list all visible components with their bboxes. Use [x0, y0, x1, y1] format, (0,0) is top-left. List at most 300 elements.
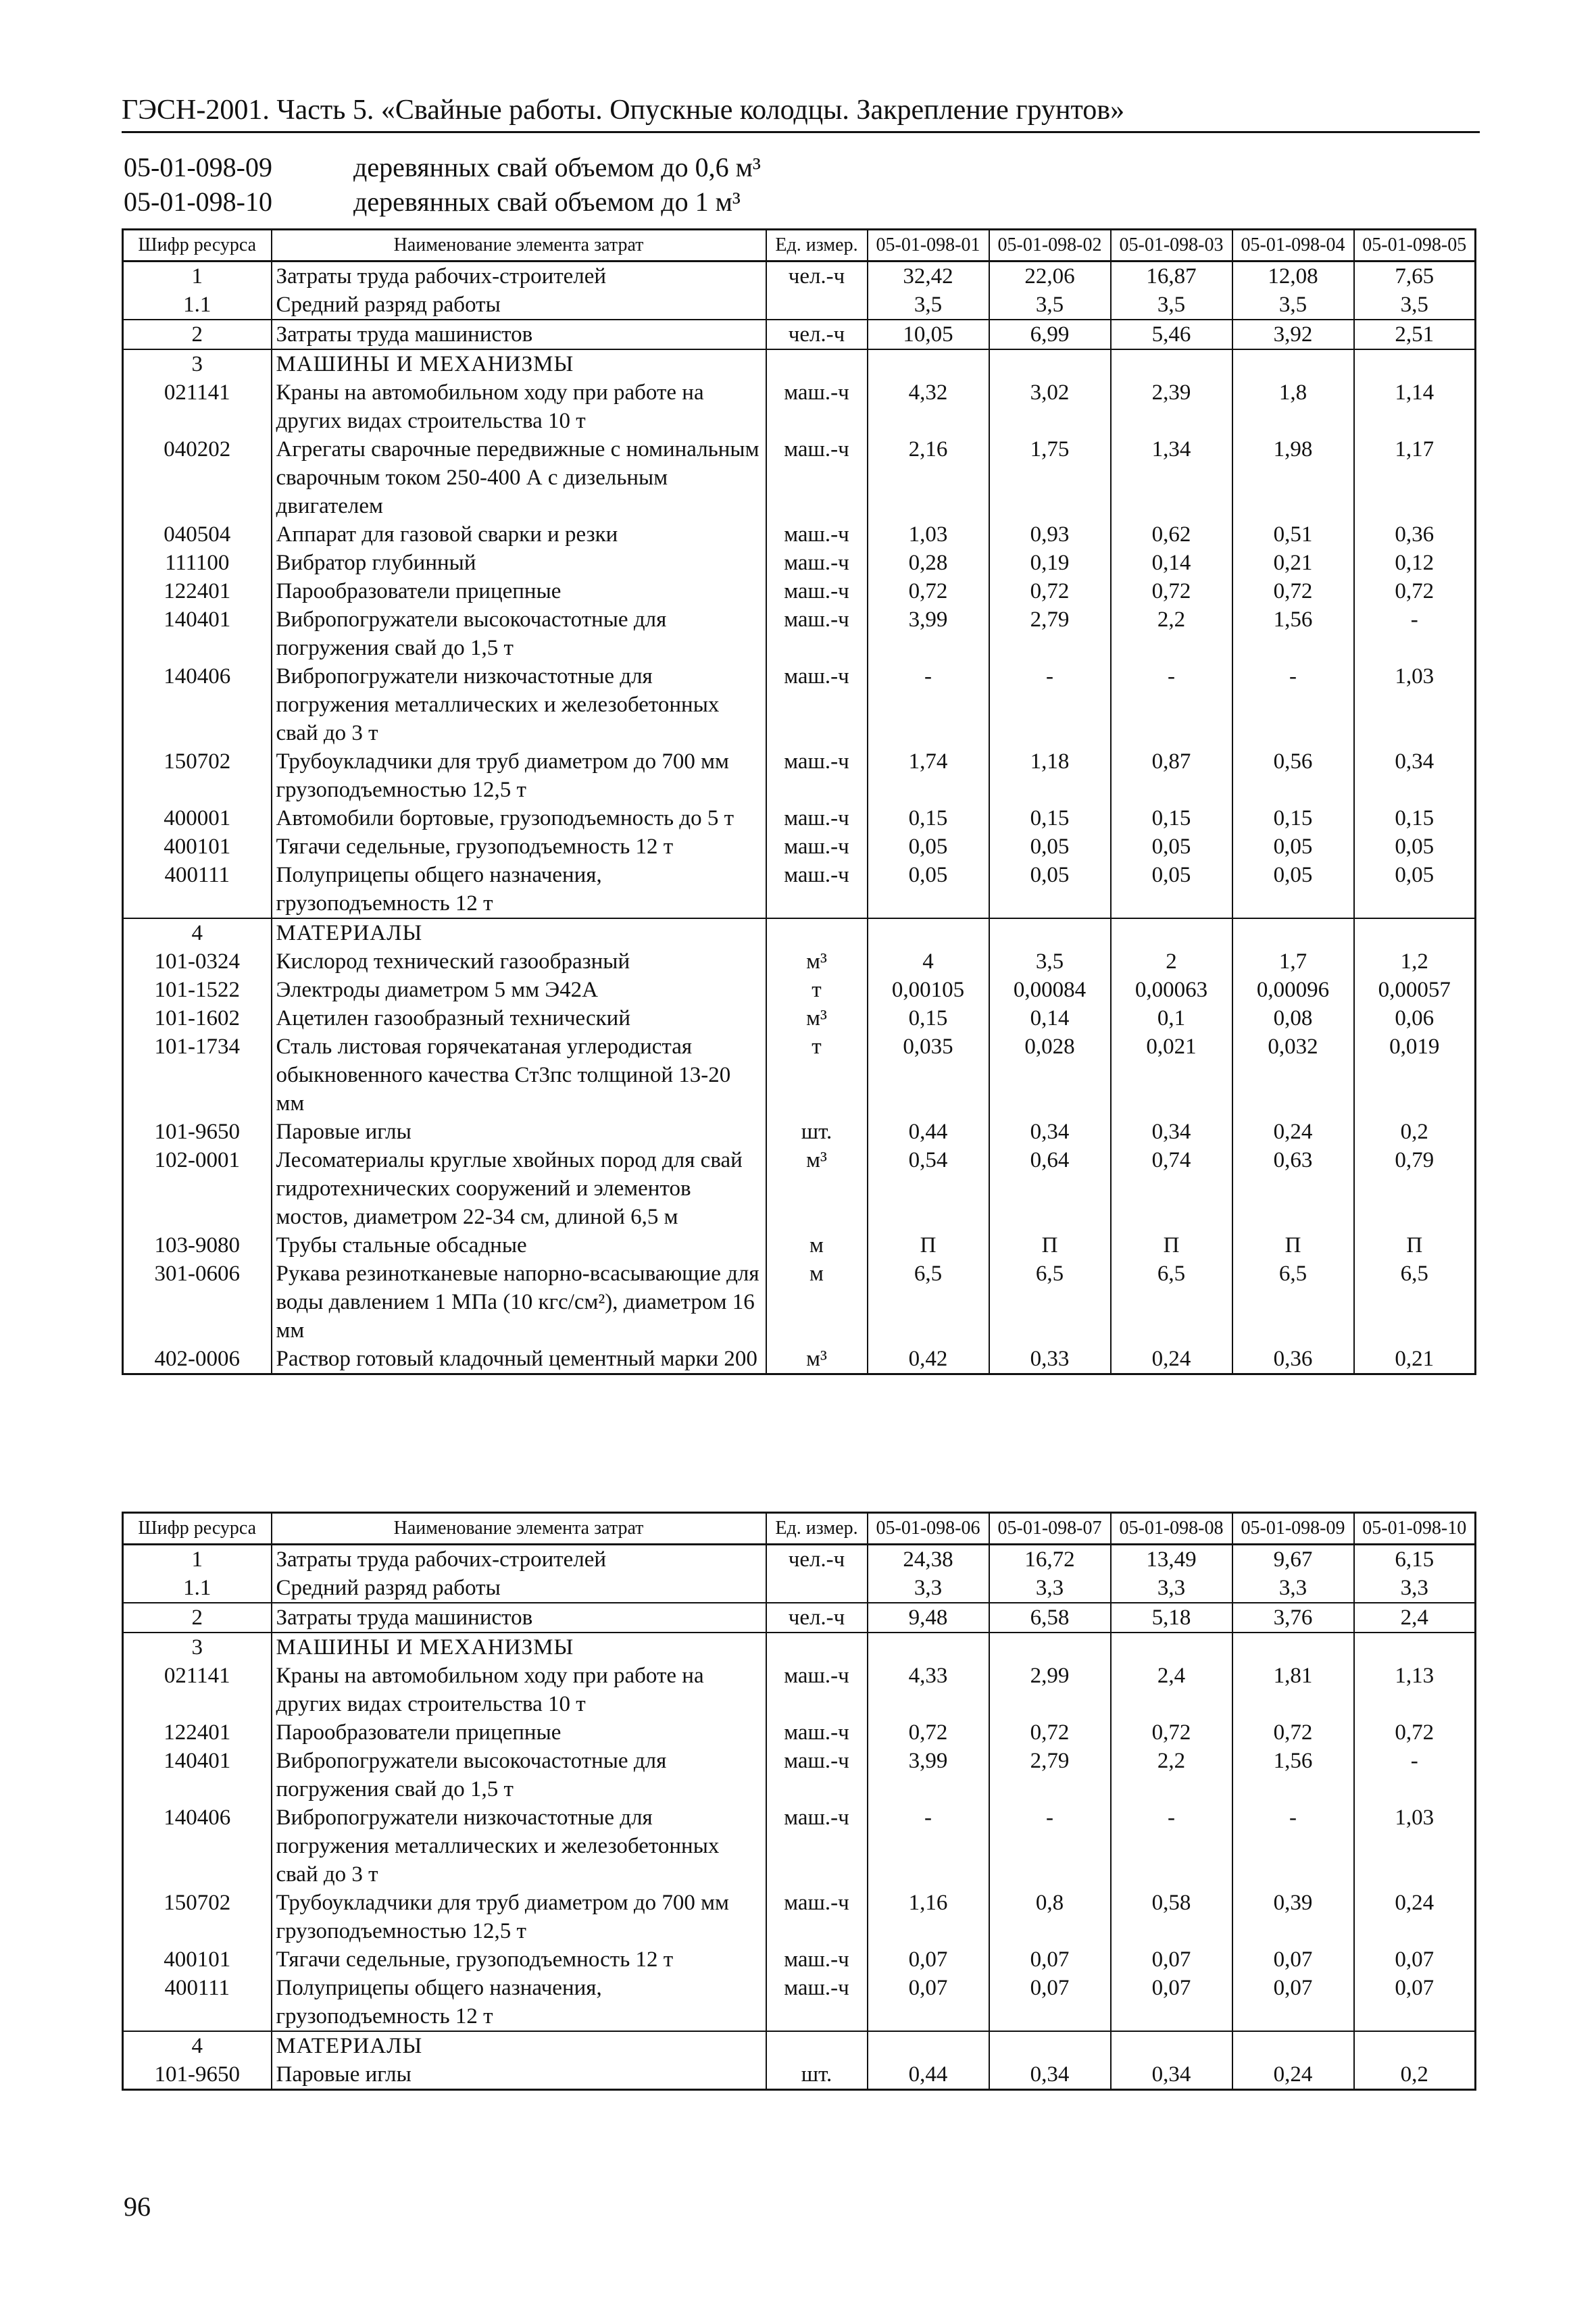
header-name: Наименование элемента затрат [272, 230, 766, 262]
resource-code-cell: 040202 [123, 435, 272, 520]
norm-value-cell: 0,07 [1111, 1974, 1232, 2031]
cost-element-name-cell: Вибратор глубинный [272, 549, 766, 577]
norm-value-cell: 2,79 [989, 1747, 1111, 1803]
norm-value-cell: 1,74 [868, 747, 989, 804]
header-unit: Ед. измер. [766, 230, 868, 262]
unit-cell: чел.-ч [766, 320, 868, 349]
norm-value-cell: 3,3 [1111, 1574, 1232, 1603]
cost-element-name-cell: Трубоукладчики для труб диаметром до 700 мм грузоподъемностью 12,5 т [272, 747, 766, 804]
header-code: Шифр ресурса [123, 1513, 272, 1545]
resource-code-cell: 103-9080 [123, 1231, 272, 1260]
cost-element-name-cell: Затраты труда машинистов [272, 320, 766, 349]
cost-element-name-cell: Парообразователи прицепные [272, 577, 766, 605]
table-header-row [123, 1513, 1476, 1545]
resource-code-cell: 101-9650 [123, 2060, 272, 2090]
norm-value-cell: П [989, 1231, 1111, 1260]
norm-value-cell: 0,74 [1111, 1146, 1232, 1231]
table-row [123, 1118, 1476, 1146]
norm-value-cell: - [1232, 662, 1354, 747]
norm-value-cell: 0,64 [989, 1146, 1111, 1231]
table-row [123, 1545, 1476, 1574]
norm-value-cell: 0,00096 [1232, 976, 1354, 1004]
resource-code-cell: 140406 [123, 662, 272, 747]
norm-value-cell: 2,2 [1111, 1747, 1232, 1803]
norm-value-cell: 0,34 [1111, 2060, 1232, 2090]
cost-element-name-cell: Аппарат для газовой сварки и резки [272, 520, 766, 549]
norm-value-cell: 3,5 [989, 947, 1111, 976]
unit-cell: маш.-ч [766, 1803, 868, 1889]
norm-value-cell: 0,62 [1111, 520, 1232, 549]
norm-value-cell: 16,87 [1111, 262, 1232, 291]
norm-value-cell: 3,76 [1232, 1603, 1354, 1633]
cost-element-name-cell: МАШИНЫ И МЕХАНИЗМЫ [272, 1633, 766, 1662]
norm-value-cell: 2,2 [1111, 605, 1232, 662]
norm-value-cell: - [1111, 1803, 1232, 1889]
table-row [123, 1004, 1476, 1032]
norm-value-cell: 0,21 [1354, 1345, 1476, 1374]
norm-value-cell: 32,42 [868, 262, 989, 291]
unit-cell [766, 2031, 868, 2060]
resource-code-cell: 140406 [123, 1803, 272, 1889]
norm-value-cell [1354, 918, 1476, 947]
norm-value-cell [868, 349, 989, 378]
table-row [123, 662, 1476, 747]
table-row [123, 1345, 1476, 1374]
norm-value-cell: 10,05 [868, 320, 989, 349]
norm-value-cell: 0,035 [868, 1032, 989, 1118]
cost-element-name-cell: МАТЕРИАЛЫ [272, 918, 766, 947]
resource-code-cell: 150702 [123, 1889, 272, 1945]
unit-cell [766, 291, 868, 320]
norm-value-cell: 1,8 [1232, 378, 1354, 435]
norm-value-cell: - [868, 662, 989, 747]
norm-value-cell: 0,24 [1232, 2060, 1354, 2090]
norm-value-cell [1232, 918, 1354, 947]
norm-value-cell: 16,72 [989, 1545, 1111, 1574]
norm-value-cell: 1,14 [1354, 378, 1476, 435]
norm-value-cell: 3,92 [1232, 320, 1354, 349]
resource-code-cell: 101-9650 [123, 1118, 272, 1146]
norm-value-cell: 0,34 [989, 1118, 1111, 1146]
norm-value-cell: 4,32 [868, 378, 989, 435]
norm-value-cell: 3,5 [1111, 291, 1232, 320]
norm-value-cell: 0,15 [868, 1004, 989, 1032]
resource-code-cell: 1.1 [123, 1574, 272, 1603]
cost-element-name-cell: Ацетилен газообразный технический [272, 1004, 766, 1032]
norm-value-cell [1232, 2031, 1354, 2060]
table-row [123, 435, 1476, 520]
page-header: ГЭСН-2001. Часть 5. «Свайные работы. Опускные колодцы. Закрепление грунтов» [122, 93, 1480, 133]
section-row [123, 1633, 1476, 1662]
cost-element-name-cell: МАТЕРИАЛЫ [272, 2031, 766, 2060]
norm-value-cell: 0,05 [1354, 832, 1476, 861]
resource-code-cell: 140401 [123, 605, 272, 662]
unit-cell: маш.-ч [766, 435, 868, 520]
unit-cell [766, 1574, 868, 1603]
norm-value-cell: 0,79 [1354, 1146, 1476, 1231]
unit-cell: маш.-ч [766, 1662, 868, 1718]
norm-value-cell: 0,021 [1111, 1032, 1232, 1118]
cost-element-name-cell: Вибропогружатели низкочастотные для погружения металлических и железобетонных свай до 3 т [272, 1803, 766, 1889]
norm-value-cell: 0,39 [1232, 1889, 1354, 1945]
unit-cell: т [766, 976, 868, 1004]
header-col: 05-01-098-07 [989, 1513, 1111, 1545]
subtitle-code: 05-01-098-10 [124, 186, 272, 217]
norm-value-cell: 7,65 [1354, 262, 1476, 291]
table-row [123, 1747, 1476, 1803]
norm-value-cell: 24,38 [868, 1545, 989, 1574]
unit-cell [766, 918, 868, 947]
norm-value-cell [1354, 1633, 1476, 1662]
norm-value-cell: 0,08 [1232, 1004, 1354, 1032]
table-row [123, 291, 1476, 320]
subtitle-text: деревянных свай объемом до 0,6 м³ [353, 152, 761, 182]
norm-value-cell: 6,58 [989, 1603, 1111, 1633]
norm-value-cell: 1,34 [1111, 435, 1232, 520]
unit-cell: маш.-ч [766, 804, 868, 832]
cost-element-name-cell: Тягачи седельные, грузоподъемность 12 т [272, 832, 766, 861]
norm-value-cell: 0,00063 [1111, 976, 1232, 1004]
norm-value-cell: 0,00105 [868, 976, 989, 1004]
norm-value-cell: 0,63 [1232, 1146, 1354, 1231]
cost-element-name-cell: Краны на автомобильном ходу при работе на других видах строительства 10 т [272, 378, 766, 435]
table-row [123, 1231, 1476, 1260]
norm-value-cell: 6,5 [989, 1260, 1111, 1345]
norm-value-cell: 0,07 [1354, 1974, 1476, 2031]
cost-element-name-cell: Трубоукладчики для труб диаметром до 700 мм грузоподъемностью 12,5 т [272, 1889, 766, 1945]
resource-code-cell: 102-0001 [123, 1146, 272, 1231]
norm-value-cell: 1,18 [989, 747, 1111, 804]
resource-code-cell: 3 [123, 349, 272, 378]
table-row [123, 262, 1476, 291]
norm-value-cell: 1,03 [868, 520, 989, 549]
resource-code-cell: 150702 [123, 747, 272, 804]
norm-value-cell: 9,67 [1232, 1545, 1354, 1574]
unit-cell: м³ [766, 1345, 868, 1374]
page-number: 96 [124, 2191, 151, 2222]
resource-code-cell: 101-1734 [123, 1032, 272, 1118]
norm-value-cell: 9,48 [868, 1603, 989, 1633]
norm-value-cell: 3,5 [1232, 291, 1354, 320]
unit-cell: маш.-ч [766, 861, 868, 918]
resource-code-cell: 111100 [123, 549, 272, 577]
unit-cell: маш.-ч [766, 520, 868, 549]
resource-code-cell: 021141 [123, 1662, 272, 1718]
norm-value-cell [1232, 1633, 1354, 1662]
norm-value-cell: 0,24 [1354, 1889, 1476, 1945]
norm-value-cell: 0,12 [1354, 549, 1476, 577]
norm-value-cell: 0,72 [868, 577, 989, 605]
unit-cell: м³ [766, 947, 868, 976]
norm-value-cell: 0,05 [1111, 861, 1232, 918]
norm-value-cell: 1,75 [989, 435, 1111, 520]
norm-value-cell: 1,16 [868, 1889, 989, 1945]
norm-value-cell: 1,56 [1232, 1747, 1354, 1803]
norm-value-cell: 0,15 [1354, 804, 1476, 832]
cost-element-name-cell: Тягачи седельные, грузоподъемность 12 т [272, 1945, 766, 1974]
resource-code-cell: 101-1602 [123, 1004, 272, 1032]
table-row [123, 747, 1476, 804]
norm-value-cell: 2,16 [868, 435, 989, 520]
norm-value-cell: 0,44 [868, 2060, 989, 2090]
norm-value-cell: - [1111, 662, 1232, 747]
norm-value-cell: 1,81 [1232, 1662, 1354, 1718]
unit-cell: маш.-ч [766, 1889, 868, 1945]
unit-cell [766, 349, 868, 378]
norm-value-cell: 0,05 [989, 832, 1111, 861]
unit-cell: чел.-ч [766, 1545, 868, 1574]
table-row [123, 549, 1476, 577]
resource-code-cell: 1.1 [123, 291, 272, 320]
norm-value-cell: 6,5 [1111, 1260, 1232, 1345]
norm-value-cell: 1,98 [1232, 435, 1354, 520]
unit-cell: шт. [766, 2060, 868, 2090]
cost-table-2 [122, 1512, 1476, 2091]
norm-value-cell: 1,56 [1232, 605, 1354, 662]
norm-value-cell: 0,05 [1354, 861, 1476, 918]
norm-value-cell: 0,72 [1354, 1718, 1476, 1747]
resource-code-cell: 3 [123, 1633, 272, 1662]
norm-value-cell: 0,54 [868, 1146, 989, 1231]
table-row [123, 976, 1476, 1004]
table-row [123, 378, 1476, 435]
norm-value-cell: 0,032 [1232, 1032, 1354, 1118]
norm-value-cell: 0,51 [1232, 520, 1354, 549]
subtitle-text: деревянных свай объемом до 1 м³ [353, 186, 741, 217]
norm-value-cell: 0,05 [1111, 832, 1232, 861]
resource-code-cell: 400001 [123, 804, 272, 832]
table-row [123, 1974, 1476, 2031]
norm-value-cell [1111, 918, 1232, 947]
norm-value-cell: 0,72 [1354, 577, 1476, 605]
norm-value-cell [1111, 349, 1232, 378]
resource-code-cell: 400111 [123, 861, 272, 918]
resource-code-cell: 101-0324 [123, 947, 272, 976]
norm-value-cell [868, 918, 989, 947]
norm-value-cell: 0,07 [989, 1945, 1111, 1974]
cost-element-name-cell: МАШИНЫ И МЕХАНИЗМЫ [272, 349, 766, 378]
resource-code-cell: 140401 [123, 1747, 272, 1803]
norm-value-cell: 0,72 [1232, 1718, 1354, 1747]
norm-value-cell: - [1232, 1803, 1354, 1889]
norm-value-cell: 2,79 [989, 605, 1111, 662]
norm-value-cell: 1,13 [1354, 1662, 1476, 1718]
norm-value-cell: 0,05 [989, 861, 1111, 918]
norm-value-cell [1111, 1633, 1232, 1662]
cost-element-name-cell: Электроды диаметром 5 мм Э42А [272, 976, 766, 1004]
norm-value-cell [868, 2031, 989, 2060]
resource-code-cell: 4 [123, 2031, 272, 2060]
header-col: 05-01-098-04 [1232, 230, 1354, 262]
cost-element-name-cell: Лесоматериалы круглые хвойных пород для свай гидротехнических сооружений и элементов мостов, диаметром 22-34 см, длиной 6,5 м [272, 1146, 766, 1231]
norm-value-cell: 0,36 [1354, 520, 1476, 549]
resource-code-cell: 400101 [123, 832, 272, 861]
norm-value-cell: 1,03 [1354, 662, 1476, 747]
norm-value-cell: 0,87 [1111, 747, 1232, 804]
norm-value-cell: 0,028 [989, 1032, 1111, 1118]
norm-value-cell: 0,00084 [989, 976, 1111, 1004]
norm-value-cell: П [1354, 1231, 1476, 1260]
table-body [123, 1545, 1476, 2090]
resource-code-cell: 101-1522 [123, 976, 272, 1004]
norm-value-cell: 0,93 [989, 520, 1111, 549]
norm-value-cell: 3,5 [1354, 291, 1476, 320]
norm-value-cell [868, 1633, 989, 1662]
norm-value-cell: 0,21 [1232, 549, 1354, 577]
resource-code-cell: 2 [123, 320, 272, 349]
table-body [123, 262, 1476, 1374]
norm-value-cell: 2,99 [989, 1662, 1111, 1718]
norm-value-cell: 0,44 [868, 1118, 989, 1146]
resource-code-cell: 122401 [123, 1718, 272, 1747]
unit-cell: маш.-ч [766, 1747, 868, 1803]
cost-element-name-cell: Затраты труда рабочих-строителей [272, 262, 766, 291]
norm-value-cell: 1,2 [1354, 947, 1476, 976]
norm-value-cell: 3,3 [1232, 1574, 1354, 1603]
table-row [123, 605, 1476, 662]
norm-value-cell: 0,06 [1354, 1004, 1476, 1032]
resource-code-cell: 040504 [123, 520, 272, 549]
norm-value-cell: 3,3 [989, 1574, 1111, 1603]
unit-cell: шт. [766, 1118, 868, 1146]
norm-value-cell: - [1354, 1747, 1476, 1803]
norm-value-cell: 0,72 [1111, 1718, 1232, 1747]
norm-value-cell: 2,39 [1111, 378, 1232, 435]
resource-code-cell: 2 [123, 1603, 272, 1633]
norm-value-cell: 0,05 [1232, 832, 1354, 861]
table-row [123, 1032, 1476, 1118]
norm-value-cell: 0,15 [868, 804, 989, 832]
subtitle-code: 05-01-098-09 [124, 152, 272, 182]
norm-value-cell: 0,00057 [1354, 976, 1476, 1004]
unit-cell: маш.-ч [766, 378, 868, 435]
cost-element-name-cell: Паровые иглы [272, 1118, 766, 1146]
norm-value-cell: 0,8 [989, 1889, 1111, 1945]
header-col: 05-01-098-06 [868, 1513, 989, 1545]
cost-element-name-cell: Затраты труда рабочих-строителей [272, 1545, 766, 1574]
table-row [123, 1146, 1476, 1231]
norm-value-cell: 6,5 [1232, 1260, 1354, 1345]
norm-value-cell [989, 349, 1111, 378]
cost-element-name-cell: Затраты труда машинистов [272, 1603, 766, 1633]
norm-value-cell: 0,07 [868, 1974, 989, 2031]
cost-element-name-cell: Краны на автомобильном ходу при работе на других видах строительства 10 т [272, 1662, 766, 1718]
unit-cell: маш.-ч [766, 1974, 868, 2031]
norm-value-cell: 0,15 [989, 804, 1111, 832]
norm-value-cell: 12,08 [1232, 262, 1354, 291]
table-row [123, 947, 1476, 976]
norm-value-cell: 0,42 [868, 1345, 989, 1374]
cost-element-name-cell: Парообразователи прицепные [272, 1718, 766, 1747]
norm-value-cell: 0,34 [1111, 1118, 1232, 1146]
norm-value-cell: 3,5 [989, 291, 1111, 320]
norm-value-cell: 0,34 [989, 2060, 1111, 2090]
table-row [123, 861, 1476, 918]
norm-value-cell: 0,33 [989, 1345, 1111, 1374]
norm-value-cell [1232, 349, 1354, 378]
norm-value-cell: - [868, 1803, 989, 1889]
norm-value-cell: 0,07 [868, 1945, 989, 1974]
unit-cell: маш.-ч [766, 747, 868, 804]
cost-element-name-cell: Рукава резинотканевые напорно-всасывающие для воды давлением 1 МПа (10 кгс/см²), диаметром 16 мм [272, 1260, 766, 1345]
table-row [123, 804, 1476, 832]
norm-value-cell: 5,18 [1111, 1603, 1232, 1633]
norm-value-cell: 3,3 [1354, 1574, 1476, 1603]
header-name: Наименование элемента затрат [272, 1513, 766, 1545]
norm-value-cell: 0,019 [1354, 1032, 1476, 1118]
unit-cell: маш.-ч [766, 577, 868, 605]
table-row [123, 577, 1476, 605]
norm-value-cell: 0,07 [1232, 1974, 1354, 2031]
unit-cell: м³ [766, 1146, 868, 1231]
unit-cell: м [766, 1231, 868, 1260]
header-col: 05-01-098-05 [1354, 230, 1476, 262]
norm-value-cell: 0,72 [1111, 577, 1232, 605]
norm-value-cell: 13,49 [1111, 1545, 1232, 1574]
cost-element-name-cell: Трубы стальные обсадные [272, 1231, 766, 1260]
resource-code-cell: 122401 [123, 577, 272, 605]
header-col: 05-01-098-09 [1232, 1513, 1354, 1545]
header-col: 05-01-098-03 [1111, 230, 1232, 262]
cost-element-name-cell: Автомобили бортовые, грузоподъемность до 5 т [272, 804, 766, 832]
norm-value-cell [1354, 2031, 1476, 2060]
table-row [123, 1718, 1476, 1747]
cost-element-name-cell: Полуприцепы общего назначения, грузоподъемность 12 т [272, 861, 766, 918]
cost-element-name-cell: Средний разряд работы [272, 1574, 766, 1603]
norm-value-cell: 3,02 [989, 378, 1111, 435]
cost-element-name-cell: Вибропогружатели низкочастотные для погружения металлических и железобетонных свай до 3 т [272, 662, 766, 747]
unit-cell: маш.-ч [766, 1945, 868, 1974]
norm-value-cell: 1,7 [1232, 947, 1354, 976]
table-row [123, 832, 1476, 861]
norm-value-cell [989, 918, 1111, 947]
resource-code-cell: 4 [123, 918, 272, 947]
header-col: 05-01-098-02 [989, 230, 1111, 262]
header-col: 05-01-098-01 [868, 230, 989, 262]
norm-value-cell: 4 [868, 947, 989, 976]
unit-cell: маш.-ч [766, 662, 868, 747]
norm-value-cell: - [1354, 605, 1476, 662]
norm-value-cell: 1,03 [1354, 1803, 1476, 1889]
norm-value-cell: 2,4 [1111, 1662, 1232, 1718]
resource-code-cell: 402-0006 [123, 1345, 272, 1374]
unit-cell: чел.-ч [766, 262, 868, 291]
norm-value-cell: 2,51 [1354, 320, 1476, 349]
unit-cell [766, 1633, 868, 1662]
cost-element-name-cell: Полуприцепы общего назначения, грузоподъемность 12 т [272, 1974, 766, 2031]
norm-value-cell: 0,28 [868, 549, 989, 577]
header-col: 05-01-098-10 [1354, 1513, 1476, 1545]
header-unit: Ед. измер. [766, 1513, 868, 1545]
table-row [123, 1603, 1476, 1633]
norm-value-cell: П [1111, 1231, 1232, 1260]
norm-value-cell: 22,06 [989, 262, 1111, 291]
table-header-row [123, 230, 1476, 262]
unit-cell: м³ [766, 1004, 868, 1032]
norm-value-cell: 0,14 [1111, 549, 1232, 577]
table-row [123, 320, 1476, 349]
norm-value-cell: 0,72 [989, 577, 1111, 605]
section-row [123, 349, 1476, 378]
norm-value-cell: 0,05 [1232, 861, 1354, 918]
norm-value-cell: 0,15 [1232, 804, 1354, 832]
norm-value-cell: - [989, 1803, 1111, 1889]
norm-value-cell: 0,07 [989, 1974, 1111, 2031]
table-row [123, 1260, 1476, 1345]
cost-element-name-cell: Вибропогружатели высокочастотные для погружения свай до 1,5 т [272, 605, 766, 662]
table-row [123, 2060, 1476, 2090]
norm-value-cell: 3,3 [868, 1574, 989, 1603]
